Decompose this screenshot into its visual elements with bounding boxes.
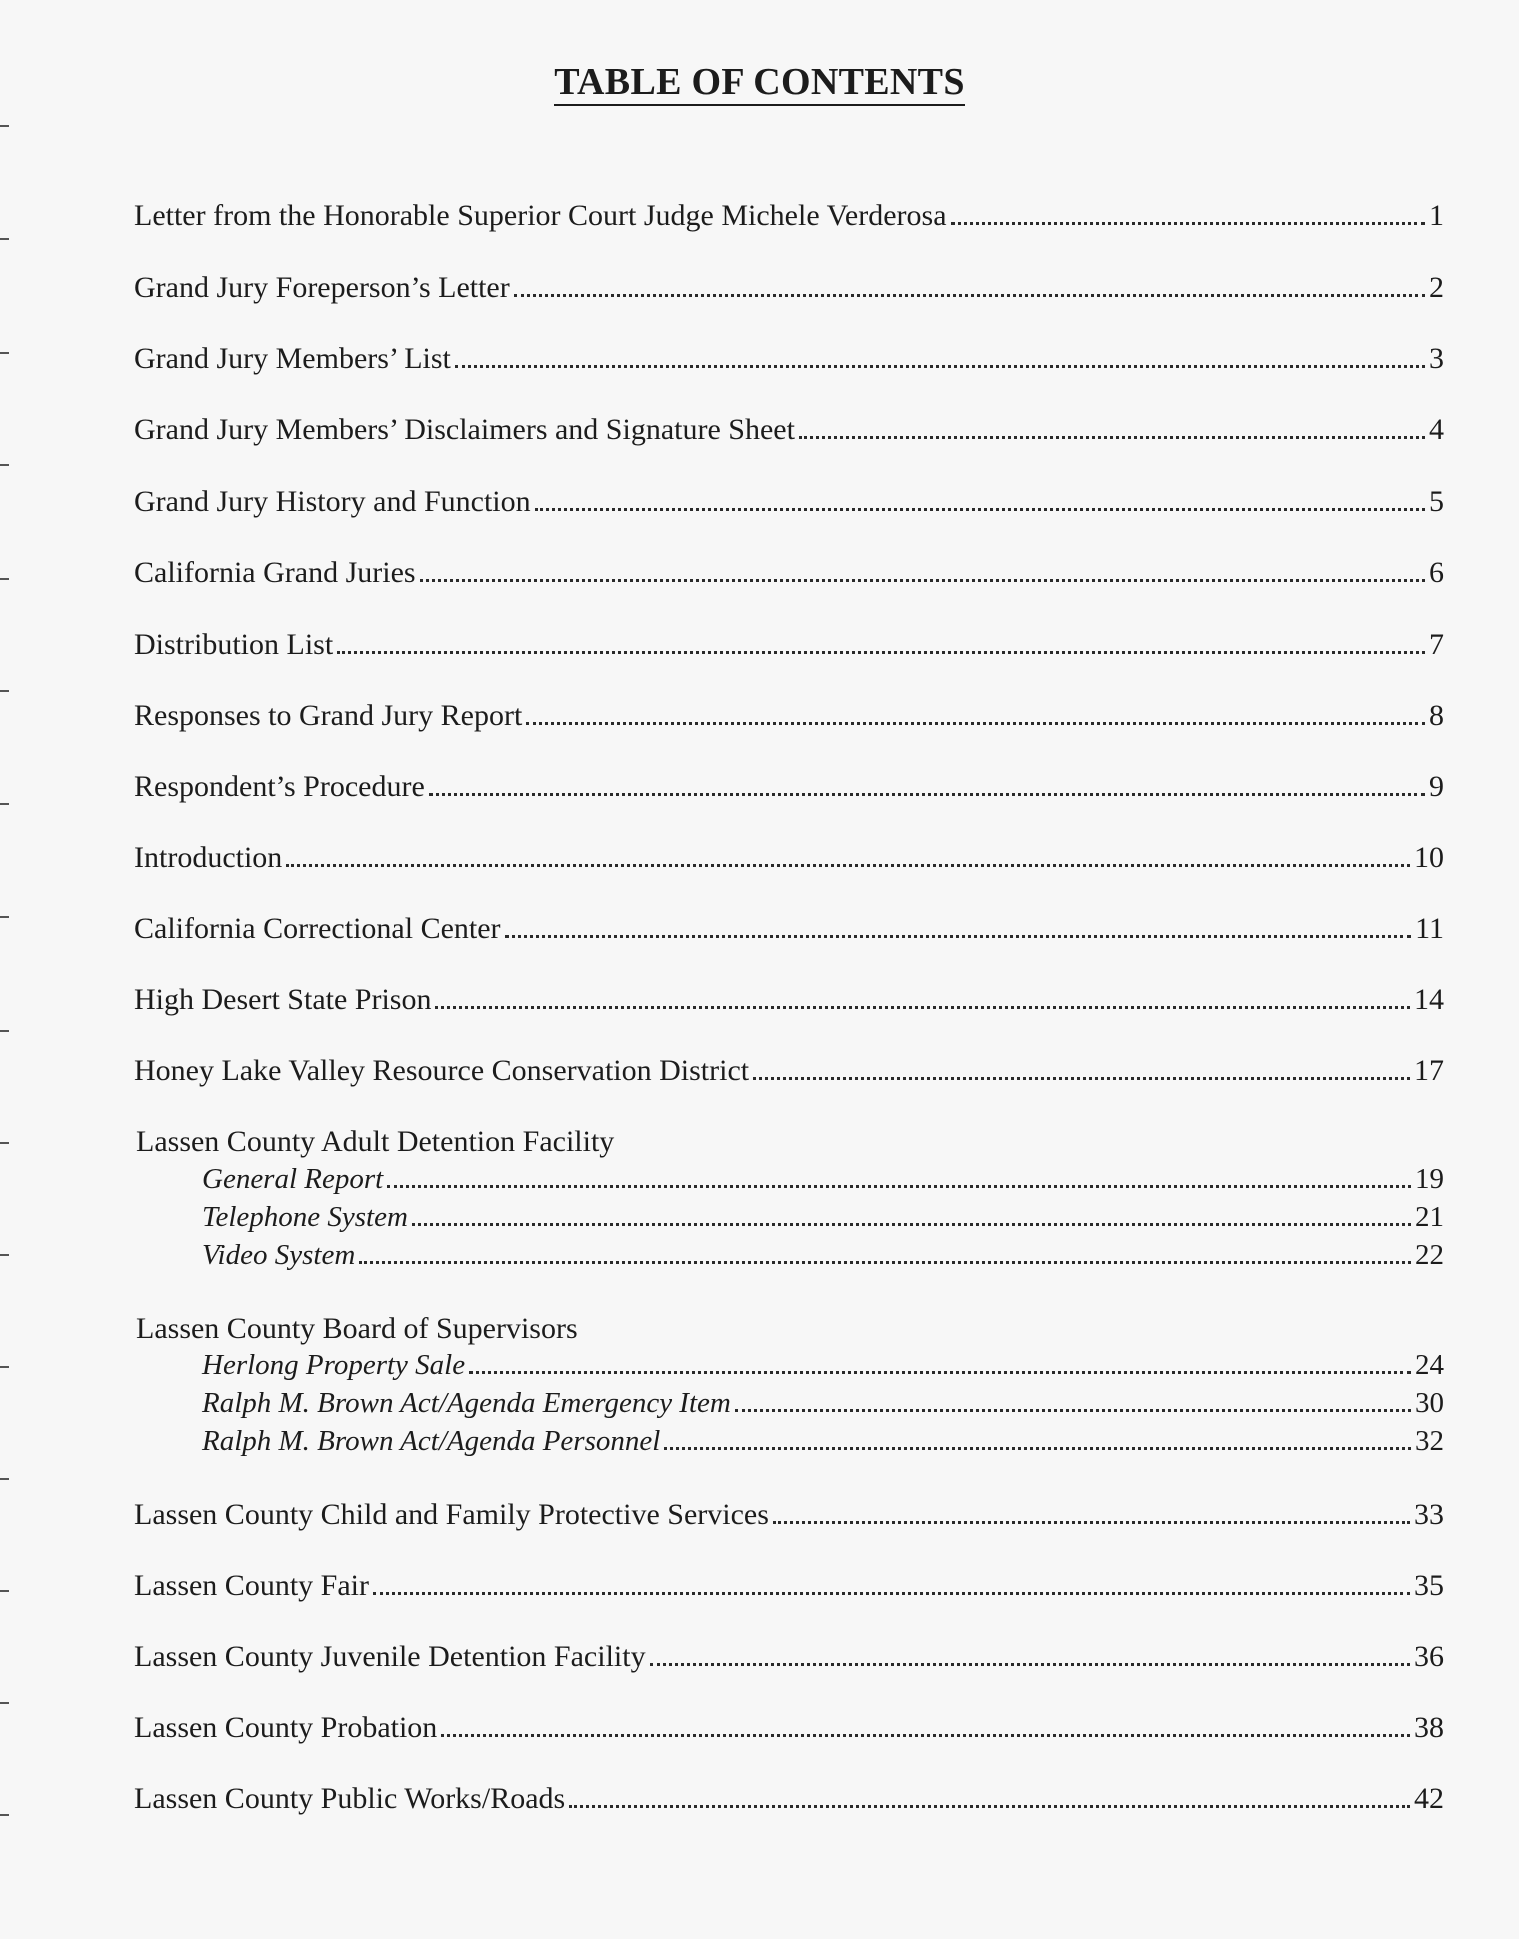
dot-leader [753,1077,1410,1080]
dot-leader [455,365,1425,368]
toc-entry-label: Responses to Grand Jury Report [134,699,523,732]
toc-entry-label: Telephone System [202,1201,408,1233]
toc-page-number: 19 [1415,1163,1444,1195]
dot-leader [359,1261,1411,1264]
toc-page-number: 17 [1414,1054,1444,1087]
toc-sub-entry[interactable] [202,1238,1444,1272]
toc-group-heading[interactable]: Lassen County Adult Detention Facility [136,1125,615,1158]
toc-entry-label: Grand Jury Members’ Disclaimers and Signature Sheet [134,413,795,446]
toc-page-number: 7 [1429,628,1444,661]
dot-leader [286,864,1410,867]
toc-sub-entry[interactable] [202,1200,1444,1234]
toc-sub-entry[interactable] [202,1348,1444,1382]
toc-page-number: 35 [1414,1569,1444,1602]
toc-entry[interactable] [134,769,1444,805]
toc-page-number: 4 [1429,413,1444,446]
toc-page-number: 33 [1414,1498,1444,1531]
toc-page-number: 36 [1414,1640,1444,1673]
toc-page-number: 11 [1415,912,1444,945]
toc-entry-label: High Desert State Prison [134,983,432,1016]
toc-entry-label: Ralph M. Brown Act/Agenda Personnel [202,1425,661,1457]
toc-page-number: 5 [1429,485,1444,518]
toc-entry[interactable] [134,911,1444,947]
toc-entry-label: Respondent’s Procedure [134,770,425,803]
dot-leader [514,294,1425,297]
toc-entry-label: Ralph M. Brown Act/Agenda Emergency Item [202,1387,731,1419]
toc-entry[interactable] [134,982,1444,1018]
toc-page-number: 22 [1415,1239,1444,1271]
toc-entry-label: Letter from the Honorable Superior Court Judge Michele Verderosa [134,199,947,232]
toc-group-heading[interactable]: Lassen County Board of Supervisors [136,1312,578,1345]
toc-page-number: 14 [1414,983,1444,1016]
toc-entry-label: Lassen County Juvenile Detention Facility [134,1640,646,1673]
dot-leader [951,222,1425,225]
dot-leader [799,436,1425,439]
toc-entry-label: Grand Jury Members’ List [134,342,451,375]
toc-page-number: 10 [1414,841,1444,874]
dot-leader [526,722,1425,725]
dot-leader [337,651,1425,654]
toc-entry[interactable] [134,198,1444,234]
toc-entry-label: Lassen County Probation [134,1711,438,1744]
toc-entry[interactable] [134,270,1444,306]
toc-page-number: 30 [1415,1387,1444,1419]
toc-entry-label: Herlong Property Sale [202,1349,466,1381]
toc-entry[interactable] [134,341,1444,377]
dot-leader [650,1663,1410,1666]
toc-entry-label: Lassen County Fair [134,1569,369,1602]
toc-entry[interactable] [134,484,1444,520]
toc-page-number: 32 [1415,1425,1444,1457]
toc-entry[interactable] [134,412,1444,448]
toc-page-number: 24 [1415,1349,1444,1381]
toc-entry[interactable] [134,840,1444,876]
page-title: TABLE OF CONTENTS [0,60,1519,104]
dot-leader [420,579,1425,582]
toc-entry[interactable] [134,1639,1444,1675]
toc-entry-label: Grand Jury Foreperson’s Letter [134,271,510,304]
toc-entry[interactable] [134,627,1444,663]
toc-entry[interactable] [134,1053,1444,1089]
dot-leader [373,1592,1410,1595]
toc-page-number: 9 [1429,770,1444,803]
toc-page-number: 3 [1429,342,1444,375]
toc-page-number: 1 [1429,199,1444,232]
binding-marks [0,0,12,1939]
toc-page-number: 8 [1429,699,1444,732]
dot-leader [469,1371,1411,1374]
toc-entry-label: Grand Jury History and Function [134,485,531,518]
toc-page-number: 6 [1429,556,1444,589]
toc-entry[interactable] [134,1568,1444,1604]
toc-entry-label: Distribution List [134,628,334,661]
toc-page-number: 38 [1414,1711,1444,1744]
toc-entry-label: Video System [202,1239,356,1271]
toc-page-number: 21 [1415,1201,1444,1233]
toc-sub-entry[interactable] [202,1424,1444,1458]
dot-leader [664,1447,1411,1450]
toc-entry-label: Lassen County Public Works/Roads [134,1782,566,1815]
dot-leader [535,508,1425,511]
toc-sub-entry[interactable] [202,1386,1444,1420]
toc-sub-entry[interactable] [202,1162,1444,1196]
toc-entry-label: Honey Lake Valley Resource Conservation District [134,1054,750,1087]
dot-leader [441,1734,1410,1737]
dot-leader [735,1409,1411,1412]
toc-entry[interactable] [134,698,1444,734]
dot-leader [387,1185,1411,1188]
toc-entry[interactable] [134,1710,1444,1746]
dot-leader [773,1521,1410,1524]
toc-page-number: 2 [1429,271,1444,304]
toc-entry-label: Introduction [134,841,283,874]
toc-entry-label: California Correctional Center [134,912,501,945]
toc-entry[interactable] [134,1497,1444,1533]
dot-leader [435,1006,1410,1009]
dot-leader [429,793,1425,796]
dot-leader [412,1223,1411,1226]
toc-entry[interactable] [134,1781,1444,1817]
dot-leader [569,1805,1410,1808]
toc-page-number: 42 [1414,1782,1444,1815]
toc-entry-label: Lassen County Child and Family Protective Services [134,1498,769,1531]
toc-entry-label: General Report [202,1163,384,1195]
toc-entry-label: California Grand Juries [134,556,416,589]
toc-entry[interactable] [134,555,1444,591]
dot-leader [505,935,1412,938]
